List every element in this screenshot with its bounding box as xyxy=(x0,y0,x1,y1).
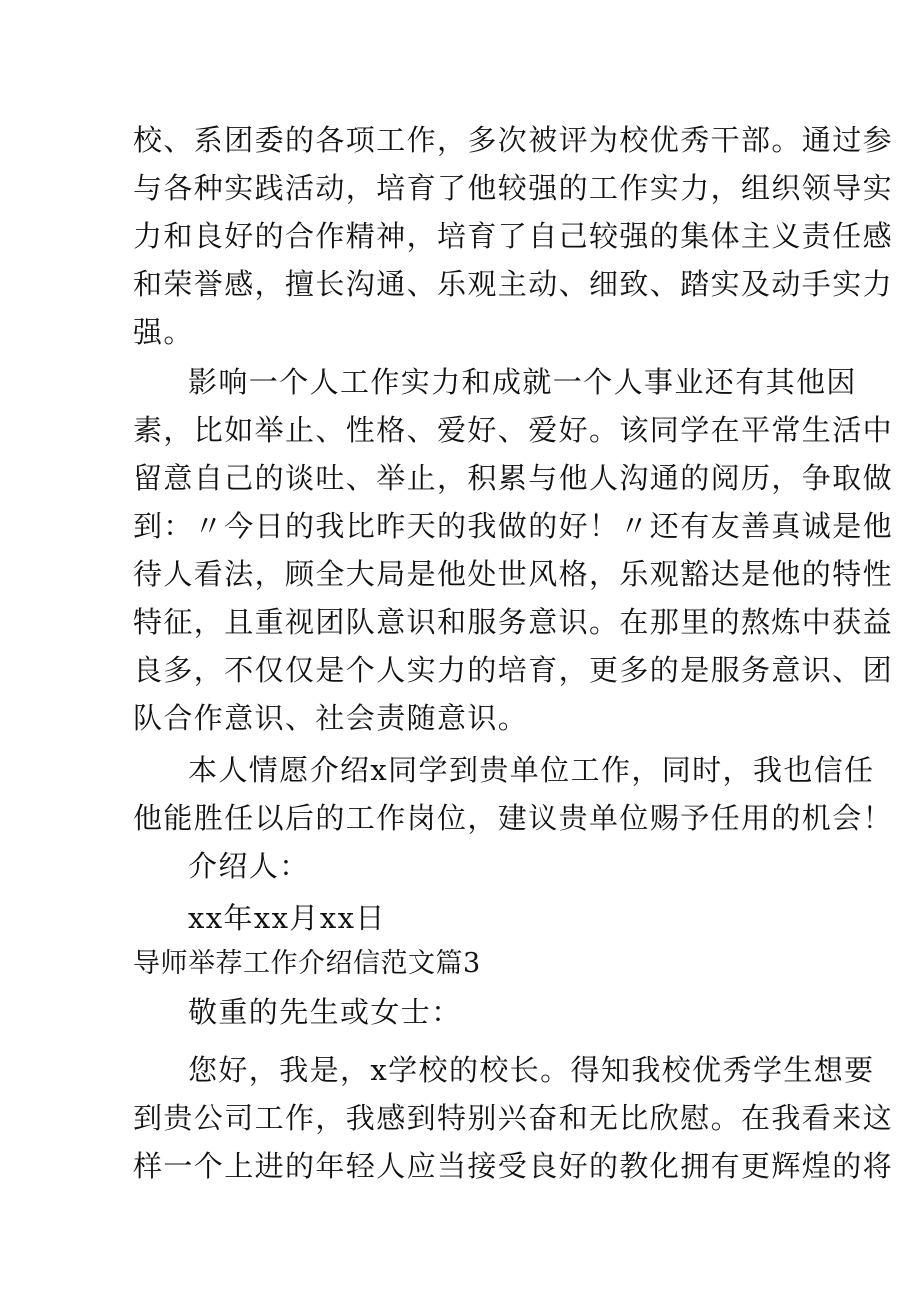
referrer-label: 介绍人： xyxy=(188,849,310,883)
paragraph-3-line-2: 他能胜任以后的工作岗位，建议贵单位赐予任用的机会！ xyxy=(133,801,894,835)
salutation: 敬重的先生或女士： xyxy=(188,995,462,1029)
paragraph-1-line-5: 强。 xyxy=(133,315,194,349)
paragraph-1-line-1: 校、系团委的各项工作，多次被评为校优秀干部。通过参 xyxy=(133,123,894,157)
paragraph-4-line-3: 样一个上进的年轻人应当接受良好的教化拥有更辉煌的将 xyxy=(133,1149,894,1183)
paragraph-2-line-4: 到：〃今日的我比昨天的我做的好！〃还有友善真诚是他 xyxy=(133,509,894,543)
paragraph-2-line-6: 特征，且重视团队意识和服务意识。在那里的熬炼中获益 xyxy=(133,605,894,639)
paragraph-4-line-2: 到贵公司工作，我感到特别兴奋和无比欣慰。在我看来这 xyxy=(133,1101,894,1135)
date-line: xx年xx月xx日 xyxy=(188,901,386,935)
paragraph-2-line-3: 留意自己的谈吐、举止，积累与他人沟通的阅历，争取做 xyxy=(133,461,894,495)
paragraph-1-line-3: 力和良好的合作精神，培育了自己较强的集体主义责任感 xyxy=(133,219,894,253)
section-title: 导师举荐工作介绍信范文篇3 xyxy=(133,948,481,979)
paragraph-2-line-7: 良多，不仅仅是个人实力的培育，更多的是服务意识、团 xyxy=(133,653,894,687)
paragraph-2-line-8: 队合作意识、社会责随意识。 xyxy=(133,701,529,735)
paragraph-2-line-1: 影响一个人工作实力和成就一个人事业还有其他因 xyxy=(188,365,857,399)
paragraph-4-line-1: 您好，我是，x学校的校长。得知我校优秀学生想要 xyxy=(188,1053,875,1087)
paragraph-1-line-2: 与各种实践活动，培育了他较强的工作实力，组织领导实 xyxy=(133,171,894,205)
paragraph-3-line-1: 本人情愿介绍x同学到贵单位工作，同时，我也信任 xyxy=(188,753,875,787)
paragraph-1-line-4: 和荣誉感，擅长沟通、乐观主动、细致、踏实及动手实力 xyxy=(133,267,894,301)
paragraph-2-line-5: 待人看法，顾全大局是他处世风格，乐观豁达是他的特性 xyxy=(133,557,894,591)
paragraph-2-line-2: 素，比如举止、性格、爱好、爱好。该同学在平常生活中 xyxy=(133,413,894,447)
